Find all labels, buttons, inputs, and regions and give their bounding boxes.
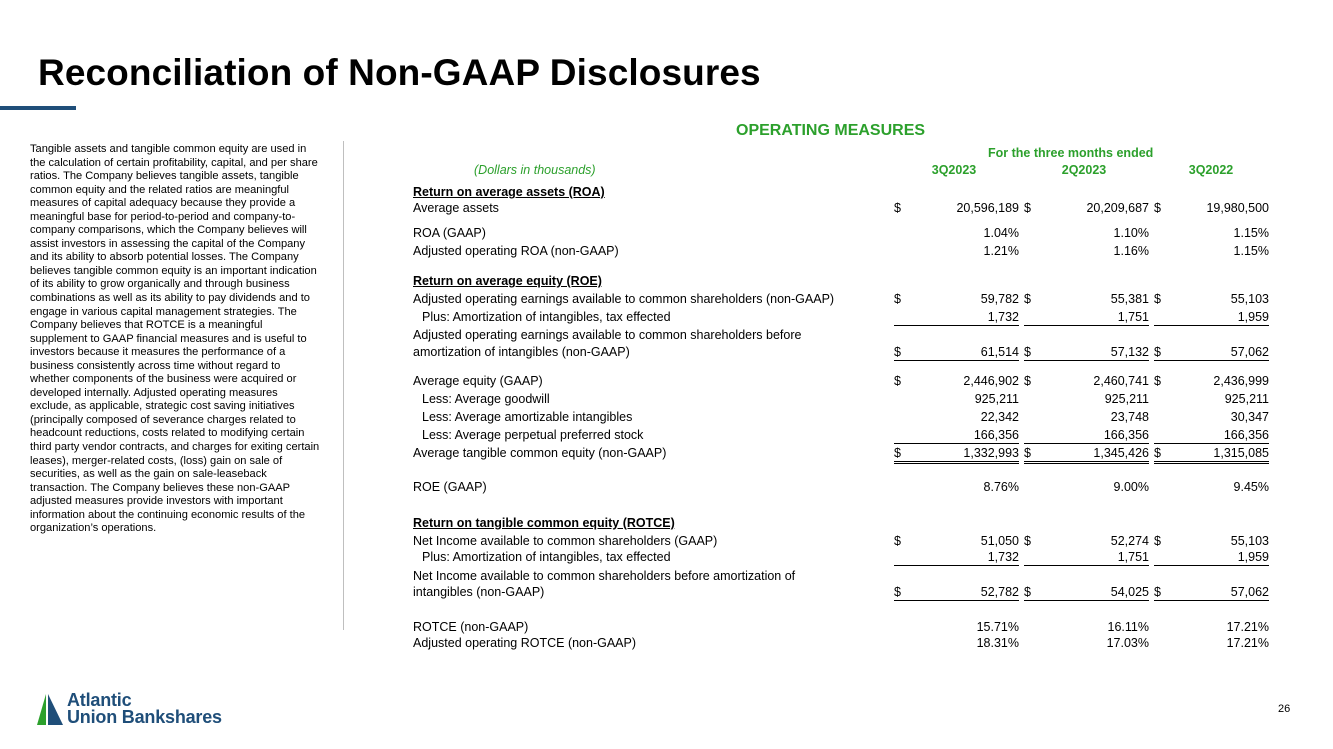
logo-line-1: Atlantic <box>67 690 132 710</box>
value-cell-3q2023 <box>894 445 1019 464</box>
value-cell-2q2023 <box>1024 479 1149 495</box>
value-cell-3q2022 <box>1154 309 1269 326</box>
table-row <box>0 515 1333 531</box>
table-row <box>0 309 1333 325</box>
table-row <box>0 225 1333 241</box>
dollar-sign: $ <box>1024 534 1031 548</box>
section-heading: Return on average assets (ROA) <box>413 185 605 199</box>
value-cell-3q2023 <box>894 619 1019 635</box>
dollar-sign: $ <box>894 446 901 460</box>
value-cell-3q2022 <box>1154 291 1269 307</box>
cell-value: 23,748 <box>1110 410 1149 424</box>
value-cell-2q2023 <box>1024 344 1149 361</box>
table-row <box>0 568 1333 584</box>
title-underline <box>0 106 76 110</box>
row-label: ROE (GAAP) <box>413 480 487 494</box>
value-cell-3q2022 <box>1154 409 1269 425</box>
cell-value: 9.45% <box>1233 480 1269 494</box>
value-cell-3q2023 <box>894 479 1019 495</box>
row-label: Net Income available to common shareholders (GAAP) <box>413 534 718 548</box>
cell-value: 17.21% <box>1226 636 1269 650</box>
value-cell-3q2022 <box>1154 619 1269 635</box>
value-cell-3q2023 <box>894 584 1019 601</box>
period-header: For the three months ended <box>988 146 1154 160</box>
cell-value: 55,381 <box>1110 292 1149 306</box>
company-logo <box>37 692 267 730</box>
value-cell-3q2022 <box>1154 635 1269 651</box>
value-cell-3q2022 <box>1154 445 1269 464</box>
cell-value: 1.16% <box>1113 244 1149 258</box>
value-cell-2q2023 <box>1024 409 1149 425</box>
cell-value: 19,980,500 <box>1206 201 1269 215</box>
cell-value: 52,274 <box>1110 534 1149 548</box>
page-number: 26 <box>1278 703 1291 715</box>
table-row <box>0 327 1333 343</box>
row-label: amortization of intangibles (non-GAAP) <box>413 345 630 359</box>
table-row <box>0 344 1333 360</box>
value-cell-2q2023 <box>1024 584 1149 601</box>
dollar-sign: $ <box>894 374 901 388</box>
row-label: Plus: Amortization of intangibles, tax effected <box>422 550 671 564</box>
row-label: Average equity (GAAP) <box>413 374 543 388</box>
table-row <box>0 445 1333 461</box>
dollar-sign: $ <box>1154 292 1161 306</box>
row-label: ROTCE (non-GAAP) <box>413 620 529 634</box>
dollar-sign: $ <box>1024 292 1031 306</box>
cell-value: 1.21% <box>983 244 1019 258</box>
cell-value: 1,959 <box>1237 550 1269 564</box>
cell-value: 51,050 <box>980 534 1019 548</box>
cell-value: 1,732 <box>987 550 1019 564</box>
dollar-sign: $ <box>1024 374 1031 388</box>
cell-value: 17.03% <box>1106 636 1149 650</box>
dollar-sign: $ <box>1154 585 1161 599</box>
value-cell-3q2023 <box>894 549 1019 566</box>
cell-value: 1.15% <box>1233 244 1269 258</box>
cell-value: 18.31% <box>976 636 1019 650</box>
value-cell-2q2023 <box>1024 533 1149 549</box>
table-row <box>0 391 1333 407</box>
table-title: OPERATING MEASURES <box>736 122 926 139</box>
cell-value: 1,751 <box>1117 310 1149 324</box>
row-label: Less: Average goodwill <box>422 392 550 406</box>
table-row <box>0 373 1333 389</box>
cell-value: 1.04% <box>983 226 1019 240</box>
value-cell-3q2023 <box>894 243 1019 259</box>
table-row <box>0 200 1333 216</box>
value-cell-2q2023 <box>1024 445 1149 464</box>
cell-value: 2,436,999 <box>1213 374 1269 388</box>
cell-value: 925,211 <box>1224 392 1269 406</box>
row-label: Plus: Amortization of intangibles, tax effected <box>422 310 671 324</box>
cell-value: 1,332,993 <box>963 446 1019 460</box>
section-heading: Return on average equity (ROE) <box>413 274 602 288</box>
table-row <box>0 184 1333 200</box>
cell-value: 2,460,741 <box>1093 374 1149 388</box>
value-cell-2q2023 <box>1024 549 1149 566</box>
cell-value: 166,356 <box>973 428 1019 442</box>
cell-value: 55,103 <box>1230 534 1269 548</box>
value-cell-3q2022 <box>1154 479 1269 495</box>
cell-value: 9.00% <box>1113 480 1149 494</box>
cell-value: 925,211 <box>974 392 1019 406</box>
cell-value: 1,732 <box>987 310 1019 324</box>
row-label: Less: Average amortizable intangibles <box>422 410 633 424</box>
dollar-sign: $ <box>894 201 901 215</box>
table-row <box>0 619 1333 635</box>
table-row <box>0 635 1333 651</box>
value-cell-3q2022 <box>1154 344 1269 361</box>
table-row <box>0 427 1333 443</box>
value-cell-3q2023 <box>894 373 1019 389</box>
logo-line-2: Union Bankshares <box>67 707 222 727</box>
explanatory-text: Tangible assets and tangible common equity are used in the calculation of certain profitability, capital, and per share ratios. The Company believes tangible assets, tangible common equity and the related ratios are meaningful measures of capital adequacy because they provide a meaningful base for period-to-period and company-to-company comparisons, which the Company believes will assist investors in assessing the capital of the Company and its ability to absorb potential losses. The Company believes tangible common equity is an important indication of its ability to grow organically and through business combinations as well as its ability to pay dividends and to engage in various capital management strategies. The Company believes that ROTCE is a meaningful supplement to GAAP financial measures and is useful to investors because it measures the performance of a business consistently across time without regard to whether components of the business were acquired or developed internally. Adjusted operating measures exclude, as applicable, strategic cost saving initiatives (principally composed of severance charges related to headcount reductions, costs related to modifying certain third party vendor contracts, and charges for exiting certain leases), merger-related costs, (loss) gain on sale of securities, as well as the gain on sale-leaseback transaction. The Company believes these non-GAAP adjusted measures provide investors with important information about the continuing economic results of the organization’s operations. <box>30 143 320 535</box>
value-cell-3q2023 <box>894 409 1019 425</box>
row-label: Average assets <box>413 201 499 215</box>
section-heading: Return on tangible common equity (ROTCE) <box>413 516 675 530</box>
value-cell-3q2022 <box>1154 533 1269 549</box>
value-cell-2q2023 <box>1024 243 1149 259</box>
cell-value: 57,132 <box>1110 345 1149 359</box>
logo-wordmark <box>67 692 222 726</box>
dollar-sign: $ <box>1154 374 1161 388</box>
dollar-sign: $ <box>894 534 901 548</box>
dollar-sign: $ <box>1154 446 1161 460</box>
value-cell-2q2023 <box>1024 225 1149 241</box>
value-cell-2q2023 <box>1024 291 1149 307</box>
value-cell-3q2023 <box>894 344 1019 361</box>
cell-value: 16.11% <box>1107 620 1149 634</box>
value-cell-3q2022 <box>1154 225 1269 241</box>
table-row <box>0 273 1333 289</box>
table-row <box>0 533 1333 549</box>
cell-value: 8.76% <box>983 480 1019 494</box>
cell-value: 55,103 <box>1230 292 1269 306</box>
row-label: Adjusted operating ROTCE (non-GAAP) <box>413 636 637 650</box>
table-row <box>0 584 1333 600</box>
dollar-sign: $ <box>1024 446 1031 460</box>
dollar-sign: $ <box>894 292 901 306</box>
dollar-sign: $ <box>894 585 901 599</box>
column-header-3q2022: 3Q2022 <box>1188 163 1234 177</box>
cell-value: 1,959 <box>1237 310 1269 324</box>
value-cell-3q2023 <box>894 635 1019 651</box>
row-label: Less: Average perpetual preferred stock <box>422 428 644 442</box>
row-label: ROA (GAAP) <box>413 226 486 240</box>
cell-value: 1.15% <box>1233 226 1269 240</box>
value-cell-3q2022 <box>1154 391 1269 407</box>
value-cell-3q2022 <box>1154 200 1269 216</box>
cell-value: 17.21% <box>1226 620 1269 634</box>
value-cell-3q2023 <box>894 533 1019 549</box>
cell-value: 1,345,426 <box>1093 446 1149 460</box>
dollar-sign: $ <box>1154 345 1161 359</box>
value-cell-2q2023 <box>1024 391 1149 407</box>
column-header-3q2023: 3Q2023 <box>931 163 977 177</box>
value-cell-3q2022 <box>1154 427 1269 444</box>
value-cell-3q2022 <box>1154 373 1269 389</box>
column-header-2q2023: 2Q2023 <box>1061 163 1107 177</box>
table-row <box>0 549 1333 565</box>
row-label: Average tangible common equity (non-GAAP) <box>413 446 667 460</box>
table-row <box>0 479 1333 495</box>
value-cell-3q2023 <box>894 225 1019 241</box>
row-label: intangibles (non-GAAP) <box>413 585 545 599</box>
cell-value: 57,062 <box>1230 585 1269 599</box>
dollar-sign: $ <box>1024 201 1031 215</box>
cell-value: 1.10% <box>1113 226 1149 240</box>
value-cell-3q2022 <box>1154 584 1269 601</box>
cell-value: 22,342 <box>980 410 1019 424</box>
dollar-sign: $ <box>1154 534 1161 548</box>
dollar-sign: $ <box>1024 345 1031 359</box>
dollar-sign: $ <box>1154 201 1161 215</box>
table-row <box>0 243 1333 259</box>
value-cell-2q2023 <box>1024 619 1149 635</box>
cell-value: 59,782 <box>980 292 1019 306</box>
value-cell-2q2023 <box>1024 373 1149 389</box>
cell-value: 15.71% <box>976 620 1019 634</box>
cell-value: 166,356 <box>1223 428 1269 442</box>
row-label: Adjusted operating ROA (non-GAAP) <box>413 244 619 258</box>
row-label: Adjusted operating earnings available to common shareholders before <box>413 328 802 342</box>
table-row <box>0 291 1333 307</box>
value-cell-3q2023 <box>894 309 1019 326</box>
cell-value: 30,347 <box>1230 410 1269 424</box>
page-title: Reconciliation of Non-GAAP Disclosures <box>38 52 761 93</box>
units-header: (Dollars in thousands) <box>474 163 596 177</box>
value-cell-2q2023 <box>1024 427 1149 444</box>
cell-value: 1,751 <box>1117 550 1149 564</box>
value-cell-3q2023 <box>894 391 1019 407</box>
value-cell-2q2023 <box>1024 200 1149 216</box>
value-cell-2q2023 <box>1024 309 1149 326</box>
value-cell-3q2022 <box>1154 549 1269 566</box>
dollar-sign: $ <box>1024 585 1031 599</box>
value-cell-3q2023 <box>894 291 1019 307</box>
cell-value: 54,025 <box>1110 585 1149 599</box>
cell-value: 1,315,085 <box>1213 446 1269 460</box>
cell-value: 52,782 <box>980 585 1019 599</box>
cell-value: 20,596,189 <box>956 201 1019 215</box>
row-label: Net Income available to common shareholders before amortization of <box>413 569 796 583</box>
value-cell-3q2023 <box>894 200 1019 216</box>
cell-value: 20,209,687 <box>1086 201 1149 215</box>
cell-value: 61,514 <box>980 345 1019 359</box>
dollar-sign: $ <box>894 345 901 359</box>
value-cell-3q2022 <box>1154 243 1269 259</box>
cell-value: 2,446,902 <box>963 374 1019 388</box>
cell-value: 166,356 <box>1103 428 1149 442</box>
table-row <box>0 409 1333 425</box>
cell-value: 925,211 <box>1104 392 1149 406</box>
atlantic-union-sail-logo-icon <box>37 692 63 726</box>
row-label: Adjusted operating earnings available to common shareholders (non-GAAP) <box>413 292 835 306</box>
cell-value: 57,062 <box>1230 345 1269 359</box>
value-cell-2q2023 <box>1024 635 1149 651</box>
value-cell-3q2023 <box>894 427 1019 444</box>
